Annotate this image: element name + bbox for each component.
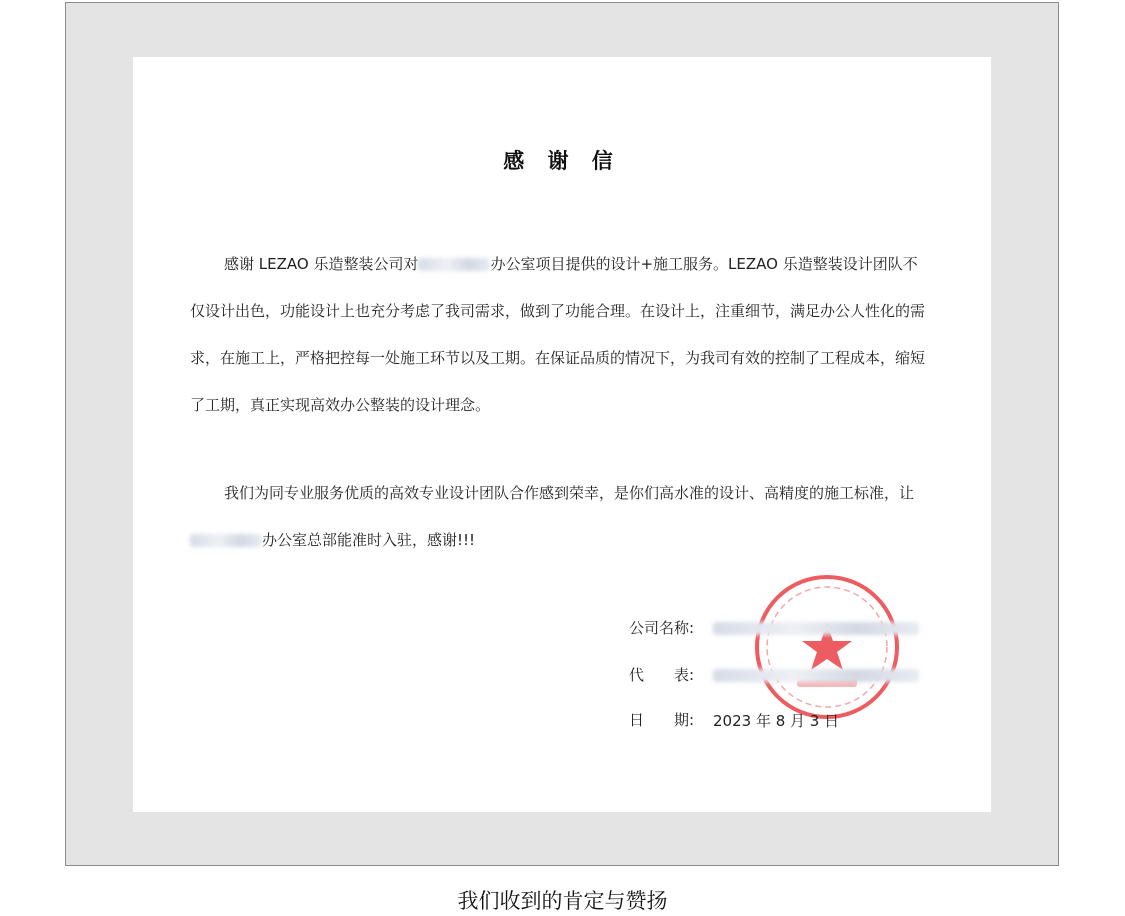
- paragraph-1-start: 感谢 LEZAO 乐造整装公司对: [224, 255, 419, 273]
- date-label: 日 期:: [629, 711, 695, 729]
- redacted-client-name-2: [190, 534, 262, 547]
- redacted-company-name: [713, 622, 919, 635]
- paragraph-1: [190, 241, 930, 429]
- paragraph-2-start: 我们为同专业服务优质的高效专业设计团队合作感到荣幸，是你们高水准的设计、高精度的施工标准，让: [224, 484, 915, 502]
- date-value: 2023 年 8 月 3 日: [713, 711, 840, 730]
- image-caption: 我们收到的肯定与赞扬: [457, 889, 668, 913]
- representative-row: [629, 663, 919, 687]
- letter-title: 感 谢 信: [503, 149, 621, 173]
- seal-graphic: [757, 577, 897, 717]
- redacted-client-name: [418, 258, 490, 271]
- redacted-representative: [713, 669, 919, 682]
- company-seal-stamp: [751, 571, 903, 723]
- company-name-row: [629, 616, 919, 640]
- company-name-label: 公司名称:: [629, 619, 695, 637]
- representative-label: 代 表:: [629, 666, 695, 684]
- paragraph-2: [190, 470, 930, 564]
- paragraph-2-rest: 办公室总部能准时入驻，感谢!!!: [262, 531, 476, 549]
- date-row: [629, 708, 839, 732]
- paragraph-1-rest: 办公室项目提供的设计+施工服务。LEZAO 乐造整装设计团队不仅设计出色，功能设计上也充分考虑了我司需求，做到了功能合理。在设计上，注重细节，满足办公人性化的需求，在施工上，严格把控每一处施工环节以及工期。在保证品质的情况下，为我司有效的控制了工程成本，缩短了工期，真正实现高效办公整装的设计理念。: [190, 255, 926, 414]
- letter-paper: [133, 57, 991, 812]
